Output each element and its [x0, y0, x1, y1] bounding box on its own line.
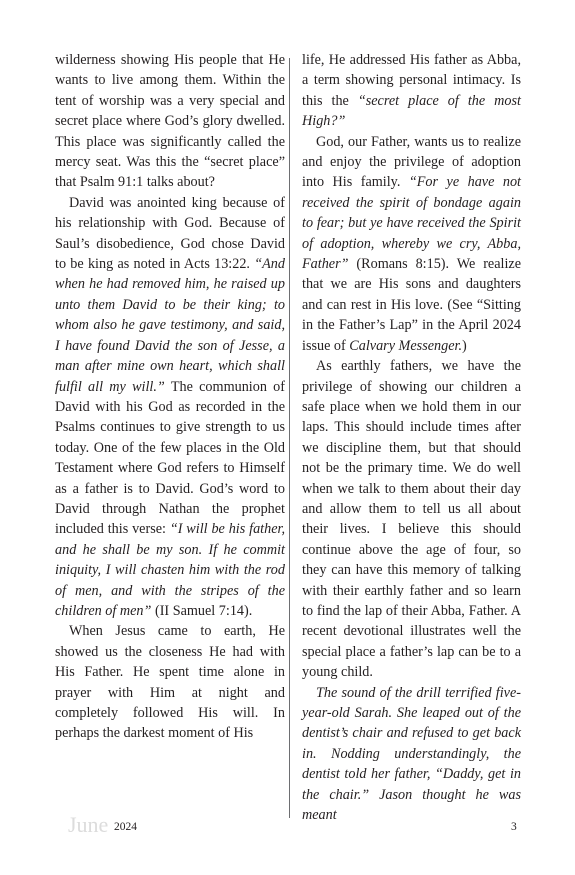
right-column: [302, 50, 521, 825]
paragraph-adoption: [302, 132, 521, 356]
paragraph-wilderness: wilderness showing His people that He wants to live among them. Within the tent of worship was a very special and secret place where God’s glory dwelled. This place was significantly called the mercy seat. Was this the “secret place” that Psalm 91:1 talks about?: [55, 52, 285, 191]
footer-year: 2024: [114, 821, 137, 833]
left-column: [55, 50, 285, 744]
paragraph-david: [55, 193, 285, 622]
paragraph-devotional-story: [302, 683, 521, 826]
paragraph-earthly-fathers: As earthly fathers, we have the privilege of showing our children a safe place when we hold them in our laps. This should include times after we discipline them, but that should not be the primary time. We do well when we talk to them about their day and allow them to tell us all about their lives. I believe this should continue above the age of four, so they can have this memory of talking with their earthly father and so learn to find the lap of their Abba, Father. A recent devotional illustrates well the special place a father’s lap can be to a young child.: [302, 358, 521, 681]
scripture-quote-samuel: “I will be his father, and he shall be my son. If he commit iniquity, I will chasten him with the rod of men, and with the stripes of the children of men”: [55, 521, 285, 619]
page-number: 3: [511, 821, 517, 833]
text-run: David was anointed king because of his relationship with God. Because of Saul’s disobedience, God chose David to be king as noted in Acts 13:22.: [55, 194, 285, 273]
paragraph-abba: [302, 50, 521, 132]
devotional-excerpt: The sound of the drill terrified five-year-old Sarah. She leaped out of the dentist’s chair and refused to get back in. Nodding understandingly, the dentist told her father, “Daddy, get in the chair.” Jason thought he was meant: [302, 684, 521, 824]
text-run: (II Samuel 7:14).: [151, 602, 253, 619]
text-run: God, our Father, wants us to realize and enjoy the privilege of adoption into His family.: [302, 133, 521, 191]
text-run: The communion of David with his God as recorded in the Psalms continues to give strength to us today. One of the few places in the Old Testament where God refers to Himself as a father is to David. God’s word to David through Nathan the prophet included this verse:: [55, 378, 285, 538]
text-run: (Romans 8:15). We realize that we are His sons and daughters and can rest in His love. (See “Sitting in the Father’s Lap” in the April 2024 issue of: [302, 256, 521, 354]
scripture-quote-romans: “For ye have not received the spirit of bondage again to fear; but ye have received the Spirit of adoption, whereby we cry, Abba, Father”: [302, 174, 521, 273]
text-run: ): [462, 337, 467, 354]
column-divider: [289, 58, 290, 818]
scripture-quote-psalm: “secret place of the most High?”: [302, 92, 521, 130]
paragraph-jesus: When Jesus came to earth, He showed us the closeness He had with His Father. He spent time alone in prayer with Him at night and completely followed His will. In perhaps the darkest moment of His: [55, 623, 285, 742]
footer-month: June: [68, 812, 109, 837]
text-run: life, He addressed His father as Abba, a term showing personal intimacy. Is this the: [302, 52, 521, 109]
scripture-quote-acts: “And when he had removed him, he raised up unto them David to be their king; to whom also he gave testimony, and said, I have found David the son of Jesse, a man after mine own heart, which shall fulfil all my will.”: [55, 256, 285, 395]
publication-title: Calvary Messenger.: [349, 337, 462, 354]
